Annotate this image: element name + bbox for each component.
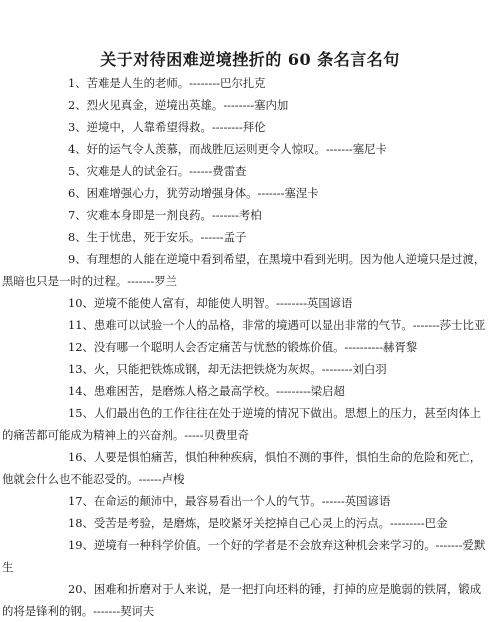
quote-item: 5、灾难是人的试金石。------费雷查 [68, 164, 247, 178]
quote-item: 9、有理想的人能在逆境中看到希望，在黑境中看到光明。因为他人逆境只是过渡，黑暗也只是一时的过程。-------罗兰 [2, 252, 486, 288]
quote-item: 6、困难增强心力，犹劳动增强身体。-------塞涅卡 [68, 186, 319, 200]
quote-list [2, 72, 486, 622]
quote-item: 10、逆境不能使人富有，却能使人明智。--------英国谚语 [68, 296, 353, 310]
quote-item: 18、受苦是考验，是磨炼，是咬紧牙关挖掉自己心灵上的污点。---------巴金 [68, 516, 448, 530]
document-title: 关于对待困难逆境挫折的 60 条名言名句 [100, 50, 400, 69]
quote-item: 19、逆境有一种科学价值。一个好的学者是不会放弃这种机会来学习的。-------爱默生 [2, 538, 486, 574]
quote-item: 12、没有哪一个聪明人会否定痛苦与忧愁的锻炼价值。----------赫胥黎 [68, 340, 418, 354]
quote-item: 4、好的运气令人羡慕，而战胜厄运则更令人惊叹。-------塞尼卡 [68, 142, 387, 156]
quote-item: 7、灾难本身即是一剂良药。-------考柏 [68, 208, 262, 222]
quote-item: 2、烈火见真金，逆境出英雄。--------塞内加 [68, 98, 289, 112]
quote-item: 3、逆境中，人靠希望得救。--------拜伦 [68, 120, 266, 134]
quote-item: 8、生于忧患，死于安乐。------孟子 [68, 230, 247, 244]
quote-item: 16、人要是惧怕痛苦，惧怕种种疾病，惧怕不测的事件，惧怕生命的危险和死亡，他就会什么也不能忍受的。------卢梭 [2, 450, 482, 486]
quote-item: 13、火，只能把铁炼成钢，却无法把铁烧为灰烬。--------刘白羽 [68, 362, 387, 376]
quote-item: 14、患难困苦，是磨炼人格之最高学校。---------梁启超 [68, 384, 345, 398]
quote-item: 15、人们最出色的工作往往在处于逆境的情况下做出。思想上的压力，甚至肉体上的痛苦都可能成为精神上的兴奋剂。-----贝费里奇 [2, 406, 482, 442]
quote-item: 11、患难可以试验一个人的品格，非常的境遇可以显出非常的气节。-------莎士比亚 [68, 318, 486, 332]
quote-item: 17、在命运的颠沛中，最容易看出一个人的气节。------英国谚语 [68, 494, 391, 508]
quote-item: 20、困难和折磨对于人来说，是一把打向坯料的锤，打掉的应是脆弱的铁屑，锻成的将是锋利的钢。-------契诃夫 [2, 582, 482, 618]
quote-item: 1、苦难是人生的老师。--------巴尔扎克 [68, 76, 266, 90]
